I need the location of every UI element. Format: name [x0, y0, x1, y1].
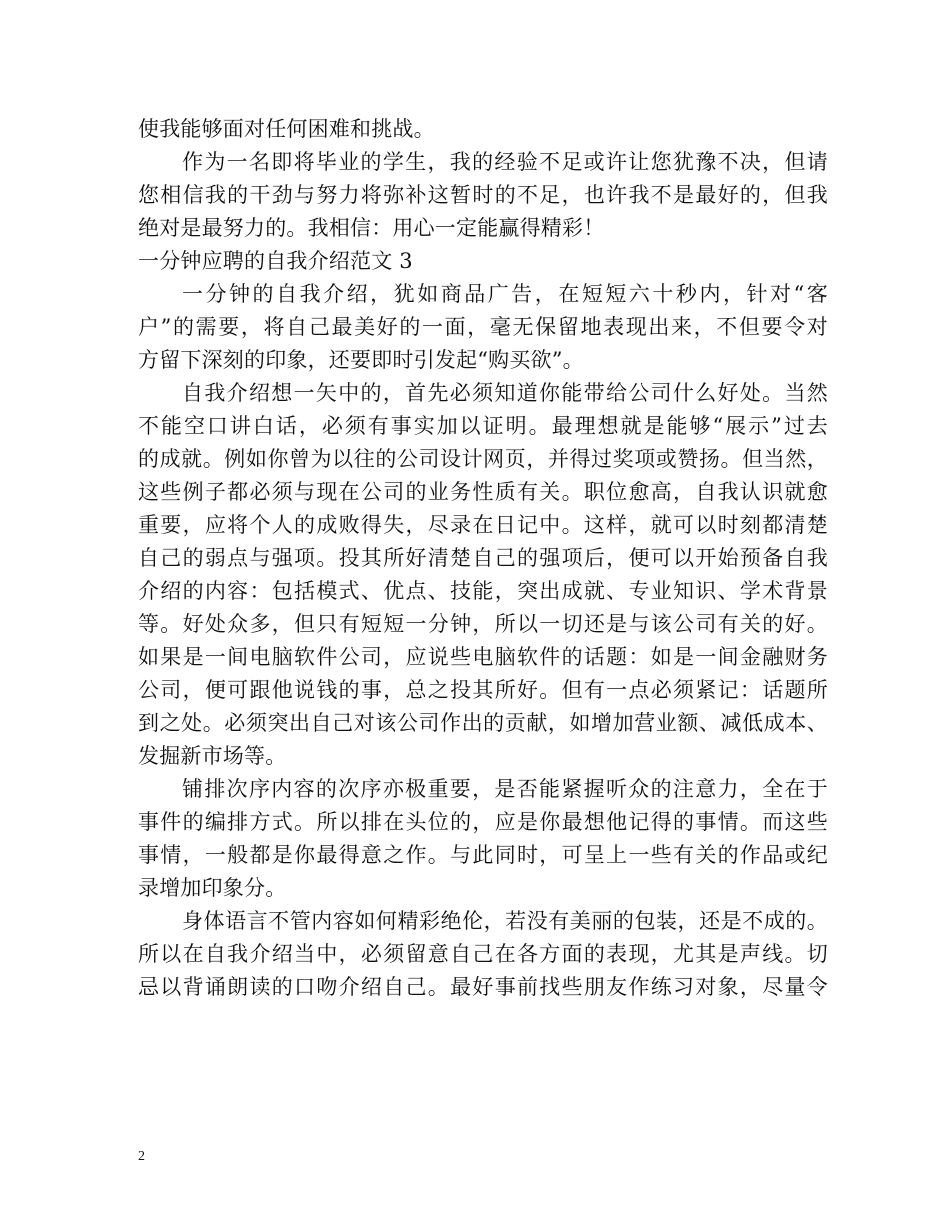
text-line: 公司，便可跟他说钱的事，总之投其所好。但有一点必须紧记：话题所	[138, 678, 828, 702]
text-line: 事情，一般都是你最得意之作。与此同时，可呈上一些有关的作品或纪	[138, 843, 828, 867]
text-line: 如果是一间电脑软件公司，应说些电脑软件的话题：如是一间金融财务	[138, 645, 828, 669]
text-line: 介绍的内容：包括模式、优点、技能，突出成就、专业知识、学术背景	[138, 579, 828, 603]
text-line: 发掘新市场等。	[138, 744, 287, 768]
text-line: 使我能够面对任何困难和挑战。	[138, 117, 435, 141]
text-line: 您相信我的干劲与努力将弥补这暂时的不足，也许我不是最好的，但我	[138, 183, 828, 207]
text-line: 等。好处众多，但只有短短一分钟，所以一切还是与该公司有关的好。	[138, 612, 828, 636]
text-line: 身体语言不管内容如何精彩绝伦，若没有美丽的包装，还是不成的。	[182, 909, 828, 933]
text-line: 到之处。必须突出自己对该公司作出的贡献，如增加营业额、减低成本、	[138, 711, 828, 735]
text-line: 重要，应将个人的成败得失，尽录在日记中。这样，就可以时刻都清楚	[138, 513, 828, 537]
text-line: 所以在自我介绍当中，必须留意自己在各方面的表现，尤其是声线。切	[138, 942, 828, 966]
page-number: 2	[138, 1149, 145, 1164]
text-line: 铺排次序内容的次序亦极重要，是否能紧握听众的注意力，全在于	[182, 777, 828, 801]
text-line: 自我介绍想一矢中的，首先必须知道你能带给公司什么好处。当然	[182, 381, 828, 405]
text-line: 户”的需要，将自己最美好的一面，毫无保留地表现出来，不但要令对	[138, 315, 828, 339]
text-line: 绝对是最努力的。我相信：用心一定能赢得精彩！	[138, 216, 605, 240]
text-line: 事件的编排方式。所以排在头位的，应是你最想他记得的事情。而这些	[138, 810, 828, 834]
text-line: 的成就。例如你曾为以往的公司设计网页，并得过奖项或赞扬。但当然，	[138, 447, 828, 471]
text-line: 自己的弱点与强项。投其所好清楚自己的强项后，便可以开始预备自我	[138, 546, 828, 570]
text-line: 一分钟的自我介绍，犹如商品广告，在短短六十秒内，针对“客	[182, 282, 828, 306]
text-line: 方留下深刻的印象，还要即时引发起“购买欲”。	[138, 348, 584, 372]
text-line: 作为一名即将毕业的学生，我的经验不足或许让您犹豫不决，但请	[182, 150, 828, 174]
text-line: 录增加印象分。	[138, 876, 287, 900]
text-line: 这些例子都必须与现在公司的业务性质有关。职位愈高，自我认识就愈	[138, 480, 828, 504]
text-line: 不能空口讲白话，必须有事实加以证明。最理想就是能够“展示”过去	[138, 414, 828, 438]
text-line: 忌以背诵朗读的口吻介绍自己。最好事前找些朋友作练习对象，尽量令	[138, 975, 828, 999]
document-body	[138, 113, 828, 1004]
section-heading: 一分钟应聘的自我介绍范文 3	[138, 249, 413, 273]
